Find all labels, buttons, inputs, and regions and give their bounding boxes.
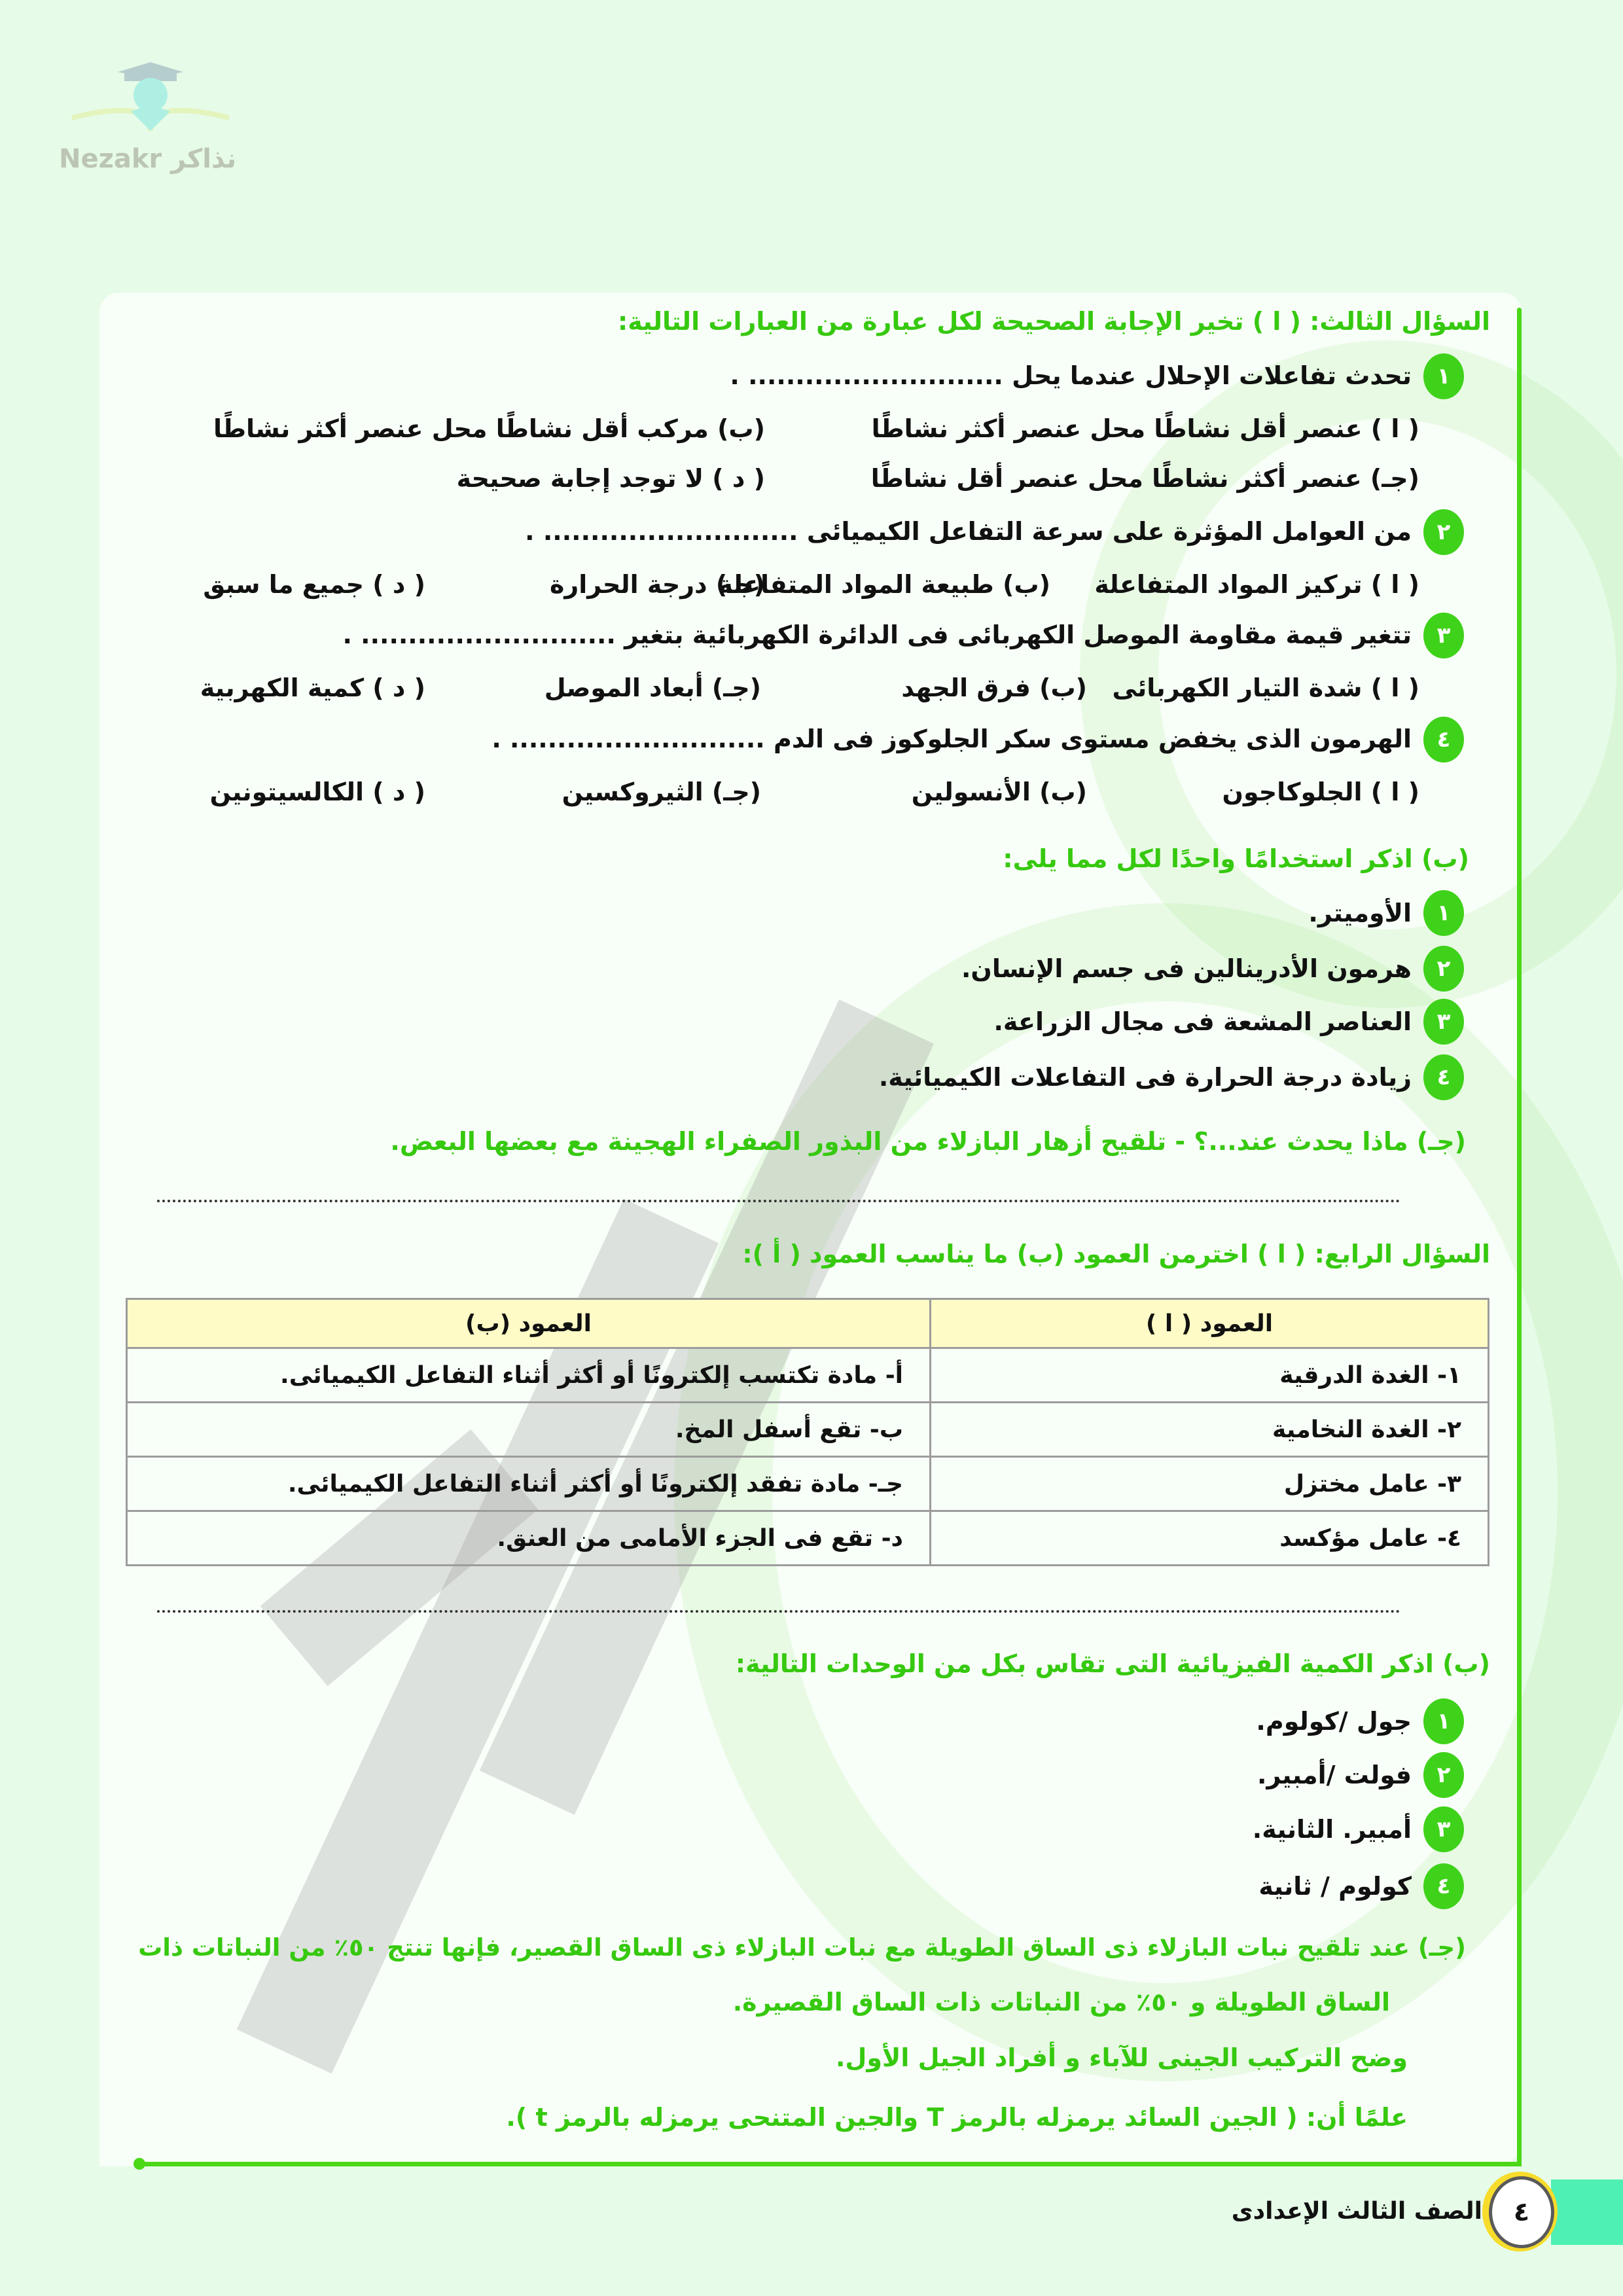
number-badge: ٢ (1423, 509, 1464, 555)
column-b-header: العمود (ب) (127, 1299, 931, 1348)
number-badge: ٣ (1423, 613, 1464, 658)
option-a[interactable]: ( ا ) عنصر أقل نشاطًا محل عنصر أكثر نشاطًا (871, 414, 1419, 443)
box-border (137, 2162, 1522, 2166)
column-b-cell: أ- مادة تكتسب إلكترونًا أو أكثر أثناء التفاعل الكيميائى. (127, 1348, 931, 1403)
column-b-cell: ب- تقع أسفل المخ. (127, 1403, 931, 1457)
matching-table (126, 1298, 1489, 1566)
number-badge: ١ (1423, 1698, 1464, 1744)
column-a-cell: ٣- عامل مختزل (931, 1457, 1489, 1511)
option-a[interactable]: ( ا ) شدة التيار الكهربائى (1112, 673, 1419, 702)
number-badge: ٣ (1423, 1806, 1464, 1852)
number-badge: ٢ (1423, 1752, 1464, 1798)
column-a-cell: ١- الغدة الدرقية (931, 1348, 1489, 1403)
q3-part-b-title: (ب) اذكر استخدامًا واحدًا لكل مما يلى: (1003, 844, 1469, 873)
table-header-row (127, 1299, 1489, 1348)
table-row (127, 1403, 1489, 1457)
list-item: هرمون الأدرينالين فى جسم الإنسان. (961, 954, 1412, 983)
number-badge: ٤ (1423, 1054, 1464, 1100)
option-b[interactable]: (ب) طبيعة المواد المتفاعلة (718, 570, 1050, 599)
option-b[interactable]: (ب) مركب أقل نشاطًا محل عنصر أكثر نشاطًا (213, 414, 765, 443)
grade-label: الصف الثالث الإعدادى (1231, 2198, 1482, 2225)
box-border (1517, 308, 1522, 2166)
q3-part-c-title: (جـ) ماذا يحدث عند...؟ - تلقيح أزهار البازلاء من البذور الصفراء الهجينة مع بعضها البعض. (390, 1127, 1466, 1156)
column-a-cell: ٤- عامل مؤكسد (931, 1511, 1489, 1566)
q4-part-c-line: (جـ) عند تلقيح نبات البازلاء ذى الساق الطويلة مع نبات البازلاء ذى الساق القصير، فإنها تنتج ٥٠٪ من النباتات ذات (138, 1933, 1466, 1962)
option-d[interactable]: ( د ) كمية الكهربية (200, 673, 425, 702)
question-stem: من العوامل المؤثرة على سرعة التفاعل الكيميائى ........................... . (525, 517, 1412, 546)
list-item: جول /كولوم. (1256, 1707, 1412, 1736)
table-row (127, 1511, 1489, 1566)
column-a-header: العمود ( ا ) (931, 1299, 1489, 1348)
column-b-cell: جـ- مادة تفقد إلكترونًا أو أكثر أثناء التفاعل الكيميائى. (127, 1457, 931, 1511)
number-badge: ٢ (1423, 946, 1464, 992)
option-c[interactable]: (جـ) الثيروكسين (562, 778, 761, 806)
table-row (127, 1348, 1489, 1403)
number-badge: ١ (1423, 890, 1464, 936)
option-b[interactable]: (ب) الأنسولين (911, 778, 1087, 806)
number-badge: ١ (1423, 353, 1464, 399)
list-item: كولوم / ثانية (1258, 1872, 1412, 1901)
option-d[interactable]: ( د ) الكالسيتونين (209, 778, 425, 806)
answer-line[interactable] (157, 1610, 1400, 1613)
number-badge: ٣ (1423, 999, 1464, 1045)
q4-part-c-line: وضح التركيب الجينى للآباء و أفراد الجيل الأول. (836, 2043, 1408, 2072)
option-a[interactable]: ( ا ) تركيز المواد المتفاعلة (1094, 570, 1419, 599)
nezakr-logo (52, 46, 249, 190)
q3-title: السؤال الثالث: ( ا ) تخير الإجابة الصحيحة لكل عبارة من العبارات التالية: (618, 307, 1490, 336)
option-c[interactable]: (جـ) أبعاد الموصل (544, 673, 761, 702)
q4-part-b-title: (ب) اذكر الكمية الفيزيائية التى تقاس بكل من الوحدات التالية: (735, 1649, 1490, 1678)
table-row (127, 1457, 1489, 1511)
option-d[interactable]: ( د ) لا توجد إجابة صحيحة (456, 464, 765, 493)
column-b-cell: د- تقع فى الجزء الأمامى من العنق. (127, 1511, 931, 1566)
list-item: أمبير. الثانية. (1252, 1815, 1412, 1844)
question-stem: الهرمون الذى يخفض مستوى سكر الجلوكوز فى الدم ........................... . (491, 725, 1412, 753)
list-item: فولت /أمبير. (1257, 1761, 1412, 1789)
graduate-book-icon (52, 46, 249, 144)
page-number: ٤ (1489, 2176, 1554, 2248)
answer-line[interactable] (157, 1200, 1400, 1202)
question-stem: تتغير قيمة مقاومة الموصل الكهربائى فى الدائرة الكهربائية بتغير ........................... . (342, 620, 1412, 649)
option-d[interactable]: ( د ) جميع ما سبق (203, 570, 425, 599)
option-c[interactable]: (جـ) عنصر أكثر نشاطًا محل عنصر أقل نشاطًا (870, 464, 1419, 493)
q4-part-c-line: الساق الطويلة و ٥٠٪ من النباتات ذات الساق القصيرة. (732, 1988, 1390, 2017)
list-item: الأوميتر. (1308, 899, 1412, 927)
list-item: العناصر المشعة فى مجال الزراعة. (993, 1007, 1412, 1036)
question-stem: تحدث تفاعلات الإحلال عندما يحل ........................... . (730, 361, 1412, 390)
list-item: زيادة درجة الحرارة فى التفاعلات الكيميائية. (878, 1063, 1412, 1092)
column-a-cell: ٢- الغدة النخامية (931, 1403, 1489, 1457)
number-badge: ٤ (1423, 717, 1464, 762)
option-b[interactable]: (ب) فرق الجهد (901, 673, 1087, 702)
option-c[interactable]: (جـ) درجة الحرارة (549, 570, 765, 599)
q4-part-c-line: علمًا أن: ( الجين السائد يرمزله بالرمز T والجين المتنحى يرمزله بالرمز t ). (506, 2103, 1408, 2132)
number-badge: ٤ (1423, 1863, 1464, 1909)
logo-text: Nezakr نذاكر (59, 144, 237, 174)
box-border-dot (134, 2158, 145, 2170)
option-a[interactable]: ( ا ) الجلوكاجون (1222, 778, 1419, 806)
q4-title: السؤال الرابع: ( ا ) اخترمن العمود (ب) ما يناسب العمود ( أ ): (742, 1240, 1490, 1268)
footer-tab (1551, 2179, 1623, 2245)
